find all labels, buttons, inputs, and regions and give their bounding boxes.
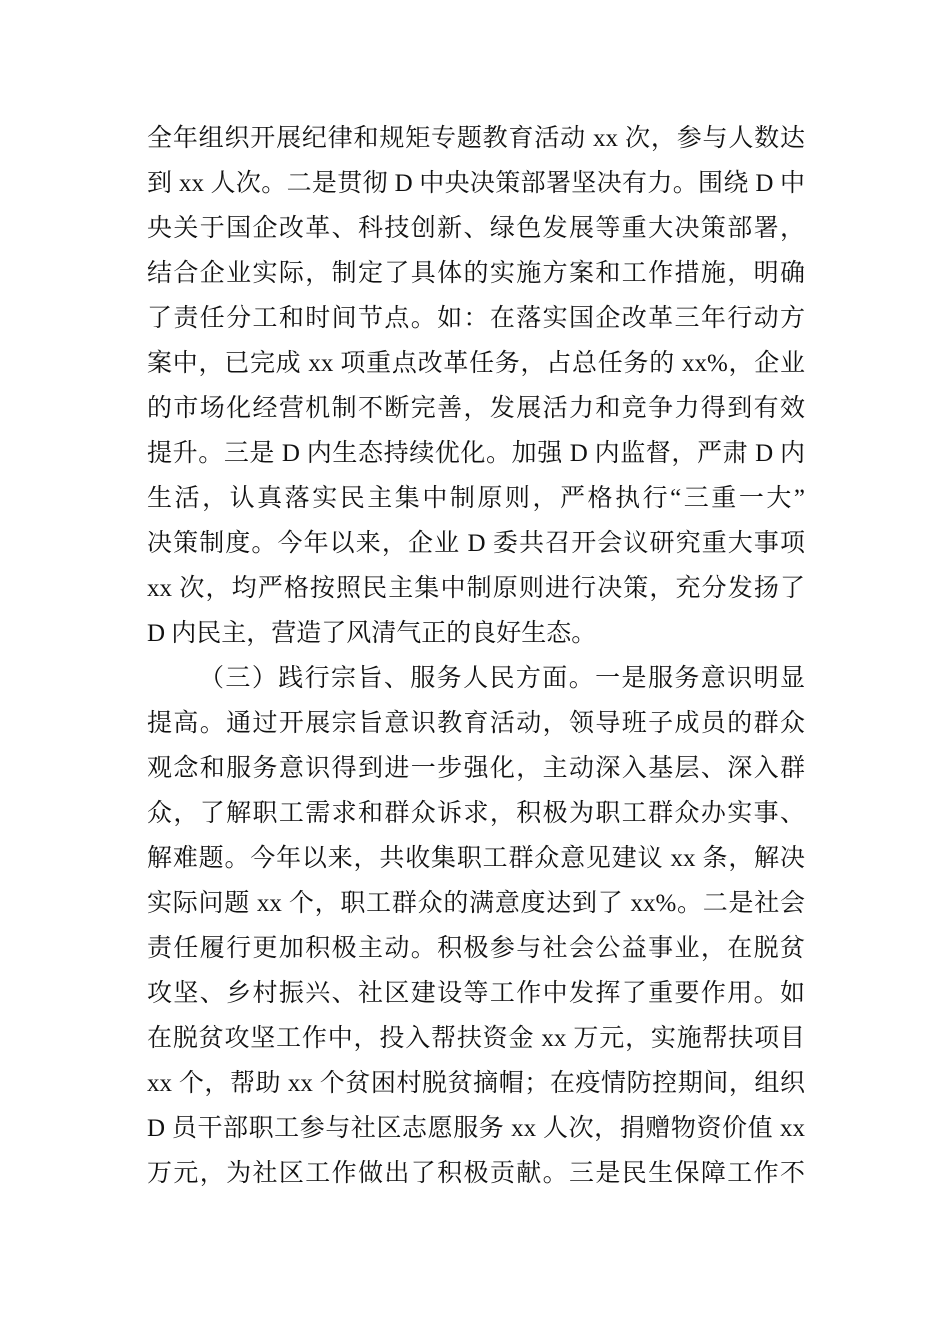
- text-line: 到 xx 人次。二是贯彻 D 中央决策部署坚决有力。围绕 D 中: [147, 170, 805, 197]
- text-line: 在脱贫攻坚工作中，投入帮扶资金 xx 万元，实施帮扶项目: [147, 1025, 805, 1052]
- text-line: 攻坚、乡村振兴、社区建设等工作中发挥了重要作用。如: [147, 980, 805, 1007]
- text-line: 观念和服务意识得到进一步强化，主动深入基层、深入群: [147, 755, 805, 782]
- text-line: 结合企业实际，制定了具体的实施方案和工作措施，明确: [147, 260, 805, 287]
- text-line: 提高。通过开展宗旨意识教育活动，领导班子成员的群众: [147, 710, 805, 737]
- text-line: 生活，认真落实民主集中制原则，严格执行“三重一大”: [147, 485, 805, 512]
- text-line: 的市场化经营机制不断完善，发展活力和竞争力得到有效: [147, 395, 805, 422]
- text-line: 案中，已完成 xx 项重点改革任务，占总任务的 xx%，企业: [147, 350, 805, 377]
- document-page: [147, 116, 805, 1196]
- text-line: 了责任分工和时间节点。如：在落实国企改革三年行动方: [147, 305, 805, 332]
- text-line: 万元，为社区工作做出了积极贡献。三是民生保障工作不: [147, 1160, 805, 1187]
- text-line: 实际问题 xx 个，职工群众的满意度达到了 xx%。二是社会: [147, 890, 805, 917]
- text-line: 提升。三是 D 内生态持续优化。加强 D 内监督，严肃 D 内: [147, 440, 805, 467]
- section-heading-line: （三）践行宗旨、服务人民方面。一是服务意识明显: [199, 665, 805, 692]
- text-line: 责任履行更加积极主动。积极参与社会公益事业，在脱贫: [147, 935, 805, 962]
- text-line: 央关于国企改革、科技创新、绿色发展等重大决策部署，: [147, 215, 805, 242]
- text-line: D 内民主，营造了风清气正的良好生态。: [147, 620, 597, 647]
- text-line: xx 个，帮助 xx 个贫困村脱贫摘帽；在疫情防控期间，组织: [147, 1070, 805, 1097]
- text-line: D 员干部职工参与社区志愿服务 xx 人次，捐赠物资价值 xx: [147, 1115, 805, 1142]
- text-line: 解难题。今年以来，共收集职工群众意见建议 xx 条，解决: [147, 845, 805, 872]
- text-line: 全年组织开展纪律和规矩专题教育活动 xx 次，参与人数达: [147, 125, 805, 152]
- text-line: 众，了解职工需求和群众诉求，积极为职工群众办实事、: [147, 800, 805, 827]
- text-line: xx 次，均严格按照民主集中制原则进行决策，充分发扬了: [147, 575, 805, 602]
- text-line: 决策制度。今年以来，企业 D 委共召开会议研究重大事项: [147, 530, 805, 557]
